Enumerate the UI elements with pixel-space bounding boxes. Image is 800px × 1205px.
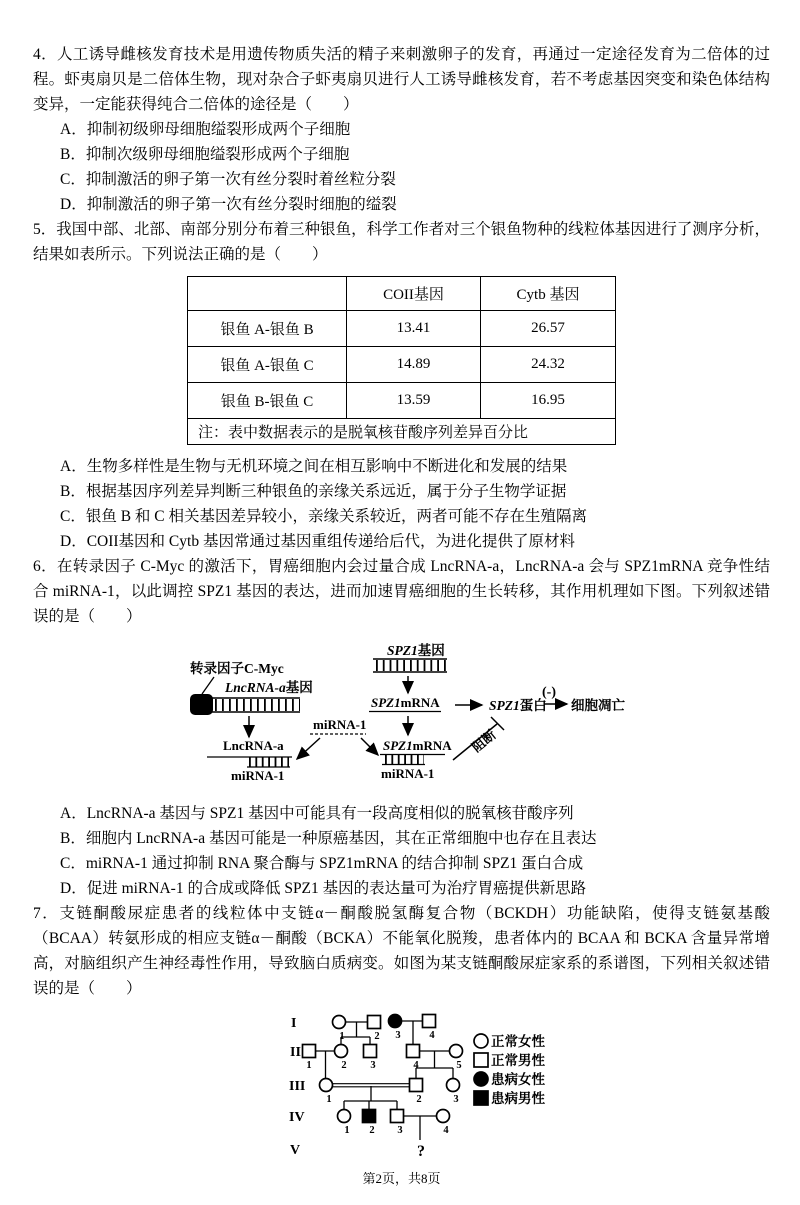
lncrna-label: LncRNA-a (223, 738, 284, 753)
pedigree-chart (285, 1008, 770, 1165)
generation-label-2: II (290, 1045, 301, 1060)
pedigree-symbol-IV2-affected-male (363, 1110, 376, 1123)
individual-number: 3 (370, 1060, 376, 1071)
spz1-mrna2-label: SPZ1mRNA (383, 738, 452, 753)
transcription-factor-label: 转录因子C-Myc (190, 661, 284, 676)
generation-label-1: I (291, 1016, 297, 1031)
pedigree-symbol-I4-normal-male (423, 1015, 436, 1028)
pedigree-symbol-III1-normal-female (320, 1079, 333, 1092)
question-7 (33, 901, 770, 1165)
question-6-stem: 6．在转录因子 C-Myc 的激活下，胃癌细胞内会过量合成 LncRNA-a，LncRNA-a 会与 SPZ1mRNA 竞争性结合 miRNA-1，以此调控 SPZ1 基因的表达，进而加速胃癌细胞的生长转移，其作用机理如下图。下列叙述错误的是（ ） (33, 558, 770, 625)
individual-number: 1 (326, 1094, 332, 1105)
generation-label-3: III (289, 1079, 306, 1094)
table-cell: 14.89 (347, 347, 481, 383)
individual-number: 2 (369, 1125, 375, 1136)
individual-number: 4 (429, 1030, 435, 1041)
question-4-stem: 4．人工诱导雌核发育技术是用遗传物质失活的精子来刺激卵子的发育，再通过一定途径发育为二倍体的过程。虾夷扇贝是二倍体生物，现对杂合子虾夷扇贝进行人工诱导雌核发育，若不考虑基因突变和染色体结构变异，一定能获得纯合二倍体的途径是（ ） (33, 46, 770, 113)
table-header-row (188, 277, 616, 311)
table-cell: 银鱼 A-银鱼 B (188, 311, 347, 347)
page-number: 第2页，共8页 (362, 1171, 441, 1186)
legend-affected-male-icon (474, 1091, 488, 1105)
pedigree-symbol-II4-normal-male (407, 1045, 420, 1058)
pedigree-symbol-III2-normal-male (410, 1079, 423, 1092)
individual-number: 2 (416, 1094, 422, 1105)
individual-number: 2 (341, 1060, 347, 1071)
table-header-cytb: Cytb 基因 (481, 277, 616, 311)
gene-difference-table (187, 276, 616, 445)
individual-number: 1 (344, 1125, 350, 1136)
table-cell: 26.57 (481, 311, 616, 347)
table-cell: 13.41 (347, 311, 481, 347)
table-header-coii: COII基因 (347, 277, 481, 311)
pointer-line (202, 677, 214, 694)
table-cell: 银鱼 A-银鱼 C (188, 347, 347, 383)
pedigree-symbol-IV4-normal-female (437, 1110, 450, 1123)
question-5-option-c: C．银鱼 B 和 C 相关基因差异较小，亲缘关系较近，两者可能不存在生殖隔离 (60, 508, 588, 525)
transcription-factor-box (190, 694, 213, 715)
question-4-option-a: A．抑制初级卵母细胞缢裂形成两个子细胞 (60, 121, 351, 138)
mirna-center-label: miRNA-1 (313, 717, 367, 732)
individual-number: 4 (443, 1125, 449, 1136)
pedigree-symbol-IV1-normal-female (338, 1110, 351, 1123)
generation-label-4: IV (289, 1110, 305, 1125)
question-5-option-a: A．生物多样性是生物与无机环境之间在相互影响中不断进化和发展的结果 (60, 458, 568, 475)
spz1-protein-label: SPZ1蛋白 (489, 698, 547, 713)
pedigree-symbol-IV3-normal-male (391, 1110, 404, 1123)
individual-number: 3 (395, 1030, 401, 1041)
legend-normal-female-label: 正常女性 (491, 1034, 545, 1049)
apoptosis-label: 细胞凋亡 (571, 698, 625, 713)
mechanism-diagram-svg (150, 638, 660, 788)
mirna-left-label: miRNA-1 (231, 768, 285, 783)
pedigree-symbol-II3-normal-male (364, 1045, 377, 1058)
pedigree-symbol-III3-normal-female (447, 1079, 460, 1092)
block-label: 阻断 (468, 726, 499, 755)
legend-affected-female-label: 患病女性 (491, 1072, 545, 1087)
individual-number: 5 (456, 1060, 462, 1071)
unknown-offspring: ? (417, 1143, 425, 1160)
table-header-blank (188, 277, 347, 311)
individual-number: 4 (413, 1060, 419, 1071)
question-4 (33, 42, 770, 217)
question-6-option-a: A．LncRNA-a 基因与 SPZ1 基因中可能具有一段高度相似的脱氧核苷酸序列 (60, 805, 574, 822)
legend-affected-male-label: 患病男性 (491, 1091, 545, 1106)
question-5 (33, 217, 770, 554)
individual-number: 3 (453, 1094, 459, 1105)
question-5-option-d: D．COII基因和 Cytb 基因常通过基因重组传递给后代，为进化提供了原材料 (60, 533, 575, 550)
binding-arrow-left (297, 738, 320, 759)
legend-normal-male-label: 正常男性 (491, 1053, 545, 1068)
table-cell: 13.59 (347, 383, 481, 419)
table-note-row (188, 419, 616, 445)
individual-number: 1 (306, 1060, 312, 1071)
table-row (188, 311, 616, 347)
pedigree-symbol-II1-normal-male (303, 1045, 316, 1058)
spz1-gene-label: SPZ1基因 (387, 643, 445, 658)
question-5-option-b: B．根据基因序列差异判断三种银鱼的亲缘关系远近，属于分子生物学证据 (60, 483, 567, 500)
lncrna-gene-label: LncRNA-a基因 (225, 680, 313, 695)
question-6-option-c: C．miRNA-1 通过抑制 RNA 聚合酶与 SPZ1mRNA 的结合抑制 SPZ1 蛋白合成 (60, 855, 584, 872)
binding-arrow-right (361, 738, 378, 755)
table-cell: 16.95 (481, 383, 616, 419)
individual-number: 2 (374, 1031, 380, 1042)
pedigree-symbol-I2-normal-male (368, 1016, 381, 1029)
question-5-stem: 5．我国中部、北部、南部分别分布着三种银鱼，科学工作者对三个银鱼物种的线粒体基因进行了测序分析，结果如表所示。下列说法正确的是（ ） (33, 221, 770, 263)
question-4-option-d: D．抑制激活的卵子第一次有丝分裂时细胞的缢裂 (60, 196, 397, 213)
table-note: 注：表中数据表示的是脱氧核苷酸序列差异百分比 (188, 419, 616, 445)
generation-label-5: V (290, 1143, 301, 1158)
question-4-option-c: C．抑制激活的卵子第一次有丝分裂时着丝粒分裂 (60, 171, 396, 188)
pedigree-symbol-II2-normal-female (335, 1045, 348, 1058)
table-cell: 24.32 (481, 347, 616, 383)
question-6 (33, 554, 770, 901)
spz1-mrna-label: SPZ1mRNA (371, 695, 440, 710)
pedigree-symbol-I3-affected-female (389, 1015, 402, 1028)
table-row (188, 383, 616, 419)
legend-affected-female-icon (474, 1072, 488, 1086)
question-6-option-d: D．促进 miRNA-1 的合成或降低 SPZ1 基因的表达量可为治疗胃癌提供新思路 (60, 880, 587, 897)
individual-number: 1 (339, 1031, 345, 1042)
table-cell: 银鱼 B-银鱼 C (188, 383, 347, 419)
legend-normal-female-icon (474, 1034, 488, 1048)
table-row (188, 347, 616, 383)
pedigree-symbol-II5-normal-female (450, 1045, 463, 1058)
mechanism-diagram (150, 638, 770, 793)
question-4-option-b: B．抑制次级卵母细胞缢裂形成两个子细胞 (60, 146, 350, 163)
question-7-stem: 7．支链酮酸尿症患者的线粒体中支链α－酮酸脱氢酶复合物（BCKDH）功能缺陷，使得支链氨基酸（BCAA）转氨形成的相应支链α－酮酸（BCKA）不能氧化脱羧，患者体内的 BCAA 和 BCKA 含量异常增高，对脑组织产生神经毒性作用，导致脑白质病变。如图为某支链酮酸尿症家系的系谱图，下列相关叙述错误的是（ ） (33, 905, 770, 997)
legend-normal-male-icon (474, 1053, 488, 1067)
minus-sign: (-) (542, 685, 556, 700)
mirna-right-label: miRNA-1 (381, 766, 435, 781)
individual-number: 3 (397, 1125, 403, 1136)
pedigree-symbol-I1-normal-female (333, 1016, 346, 1029)
question-6-option-b: B．细胞内 LncRNA-a 基因可能是一种原癌基因，其在正常细胞中也存在且表达 (60, 830, 597, 847)
pedigree-svg (285, 1008, 577, 1160)
